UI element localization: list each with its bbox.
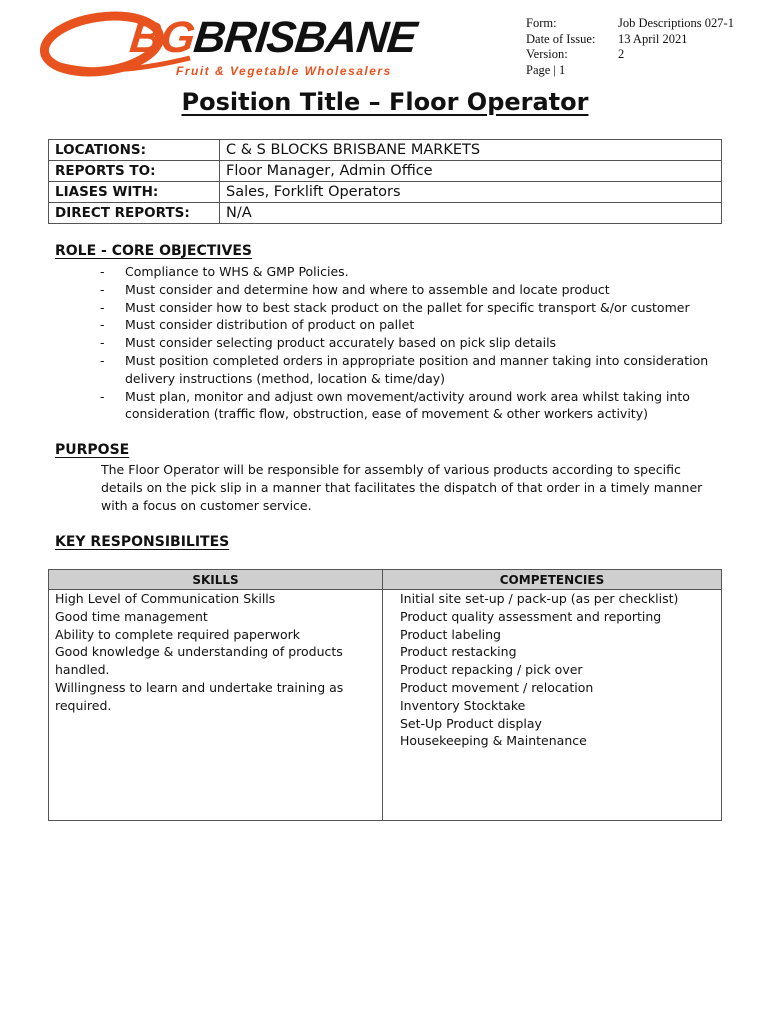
- logo-brand-name: BRISBANE: [191, 13, 419, 62]
- competency-item: Housekeeping & Maintenance: [400, 733, 587, 749]
- doc-info-value: 13 April 2021: [618, 31, 688, 46]
- position-info-table: [48, 139, 722, 224]
- role-objectives-heading: ROLE - CORE OBJECTIVES: [55, 243, 252, 259]
- doc-info-page-row: [526, 63, 734, 79]
- list-item: [100, 352, 710, 388]
- purpose-heading: PURPOSE: [55, 442, 130, 458]
- company-logo: [40, 10, 419, 82]
- list-item: [100, 388, 710, 424]
- doc-info-label: Page | 1: [526, 62, 566, 77]
- info-row-liases-with: [49, 182, 722, 203]
- info-label: LOCATIONS:: [49, 140, 220, 161]
- responsibilities-table: [48, 569, 722, 821]
- competency-item: Product repacking / pick over: [400, 662, 583, 678]
- bullet-dash: -: [100, 388, 105, 404]
- bullet-dash: -: [100, 335, 105, 351]
- doc-info-label: Form:: [526, 16, 557, 30]
- doc-info-form-row: [526, 16, 734, 32]
- competency-item: Product movement / relocation: [400, 679, 594, 695]
- list-item-text: Must consider how to best stack product on the pallet for specific transport &/or customer: [125, 299, 690, 315]
- list-item: [100, 299, 710, 317]
- logo-tagline: Fruit & Vegetable Wholesalers: [176, 64, 392, 78]
- purpose-text: The Floor Operator will be responsible for assembly of various products according to specific details on the pick slip in a manner that facilitates the dispatch of that order in a timely manner with a focus on customer service.: [101, 462, 703, 513]
- competencies-column-header: COMPETENCIES: [383, 570, 722, 590]
- list-item-text: Must consider and determine how and where to assemble and locate product: [125, 281, 610, 297]
- doc-info-version-row: [526, 47, 734, 63]
- competency-item: Product restacking: [400, 644, 517, 660]
- list-item-text: Must plan, monitor and adjust own movement/activity around work area whilst taking into consideration (traffic flow, obstruction, ease of movement & other workers activity): [125, 388, 690, 422]
- competency-item: Product quality assessment and reporting: [400, 608, 662, 624]
- competency-item: Product labeling: [400, 626, 501, 642]
- skill-item: Good time management: [55, 608, 208, 624]
- responsibilities-heading: KEY RESPONSIBILITES: [55, 534, 230, 550]
- skill-item: Ability to complete required paperwork: [55, 626, 301, 642]
- info-value: C & S BLOCKS BRISBANE MARKETS: [220, 140, 722, 161]
- doc-info-value: Job Descriptions 027-1: [618, 16, 734, 30]
- skill-item: Willingness to learn and undertake training as required.: [55, 679, 344, 713]
- info-row-reports-to: [49, 161, 722, 182]
- list-item: [100, 316, 710, 334]
- info-value: Floor Manager, Admin Office: [220, 161, 722, 182]
- bullet-dash: -: [100, 317, 105, 333]
- bullet-dash: -: [100, 352, 105, 368]
- role-objectives-list: [100, 263, 710, 423]
- skill-item: Good knowledge & understanding of products handled.: [55, 644, 343, 678]
- doc-info-label: Date of Issue:: [526, 31, 596, 46]
- skills-column-header: SKILLS: [49, 570, 383, 590]
- info-label: REPORTS TO:: [49, 161, 220, 182]
- competency-item: Initial site set-up / pack-up (as per checklist): [400, 591, 679, 606]
- info-value: Sales, Forklift Operators: [220, 182, 722, 203]
- competencies-cell: [383, 590, 722, 821]
- logo-wordmark: [127, 13, 419, 62]
- list-item-text: Must consider selecting product accurately based on pick slip details: [125, 335, 557, 351]
- list-item: [100, 281, 710, 299]
- bullet-dash: -: [100, 264, 105, 279]
- bullet-dash: -: [100, 281, 105, 297]
- page-title: Position Title – Floor Operator: [181, 88, 589, 116]
- list-item-text: Must consider distribution of product on pallet: [125, 317, 415, 333]
- bullet-dash: -: [100, 299, 105, 315]
- logo-brand-prefix: BG: [127, 13, 197, 62]
- list-item-text: Must position completed orders in appropriate position and manner taking into consideration delivery instructions (method, location & time/day): [125, 352, 709, 386]
- competency-item: Inventory Stocktake: [400, 697, 526, 713]
- info-label: DIRECT REPORTS:: [49, 203, 220, 224]
- info-label: LIASES WITH:: [49, 182, 220, 203]
- table-row: [49, 590, 722, 821]
- document-info: [526, 16, 734, 78]
- list-item-text: Compliance to WHS & GMP Policies.: [125, 264, 349, 279]
- list-item: [100, 263, 710, 281]
- skills-cell: [49, 590, 383, 821]
- list-item: [100, 334, 710, 352]
- info-row-locations: [49, 140, 722, 161]
- doc-info-label: Version:: [526, 47, 568, 61]
- doc-info-date-row: [526, 32, 734, 48]
- table-header-row: [49, 570, 722, 590]
- info-value: N/A: [220, 203, 722, 224]
- skill-item: High Level of Communication Skills: [55, 591, 276, 606]
- info-row-direct-reports: [49, 203, 722, 224]
- doc-info-value: 2: [618, 47, 625, 61]
- competency-item: Set-Up Product display: [400, 715, 542, 731]
